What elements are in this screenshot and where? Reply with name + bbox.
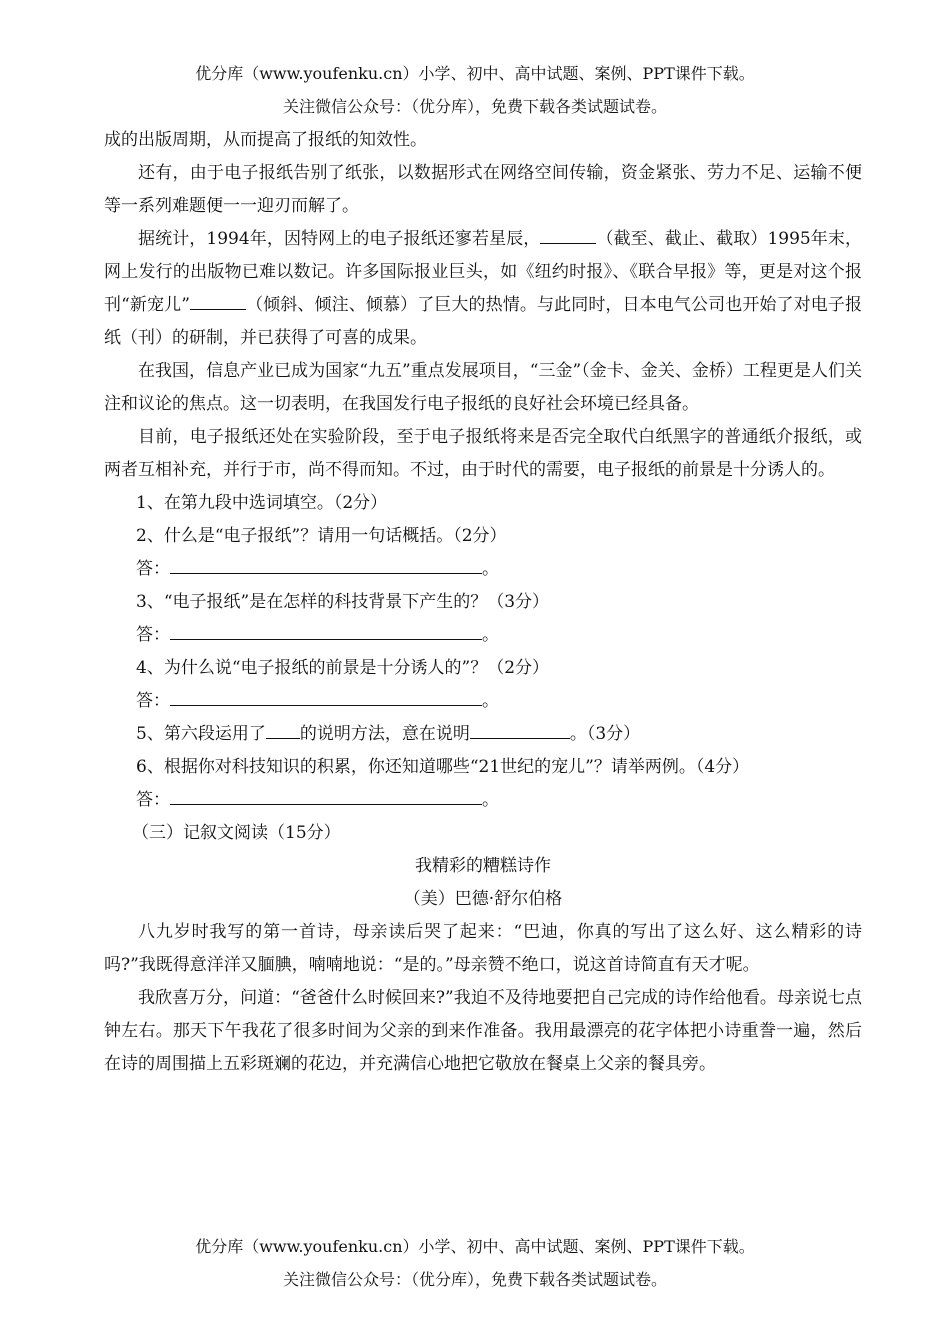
question-5 [104, 718, 862, 751]
paragraph-4: 在我国，信息产业已成为国家“九五”重点发展项目，“三金”（金卡、金关、金桥）工程更是人们关注和议论的焦点。这一切表明，在我国发行电子报纸的良好社会环境已经具备。 [104, 361, 862, 414]
paragraph-3-part-c: （倾斜、倾注、倾慕）了巨大的热情。与此同时，日本电气公司也开始了对电子报纸（刊）的研制，并已获得了可喜的成果。 [104, 295, 862, 348]
article-body [104, 124, 862, 1081]
question-5-part-c: 。（3分） [569, 724, 641, 744]
story-paragraph-1: 八九岁时我写的第一首诗，母亲读后哭了起来：“巴迪，你真的写出了这么好、这么精彩的诗吗?”我既得意洋洋又腼腆，喃喃地说：“是的。”母亲赞不绝口，说这首诗简直有天才呢。 [104, 922, 862, 975]
paragraph-2: 还有，由于电子报纸告别了纸张，以数据形式在网络空间传输，资金紧张、劳力不足、运输不便等一系列难题便一一迎刃而解了。 [104, 163, 862, 216]
header-line-1: 优分库（www.youfenku.cn）小学、初中、高中试题、案例、PPT课件下载。 [195, 64, 755, 83]
question-6: 6、根据你对科技知识的积累，你还知道哪些“21世纪的宠儿”？请举两例。（4分） [136, 757, 750, 777]
answer-end: 。 [482, 691, 499, 711]
story-title: 我精彩的糟糕诗作 [415, 856, 551, 876]
fill-blank-2[interactable] [190, 295, 246, 310]
fill-blank-q5-method[interactable] [266, 724, 300, 739]
answer-line-2 [104, 553, 862, 586]
answer-end: 。 [482, 790, 499, 810]
paragraph-3 [104, 223, 862, 355]
question-4: 4、为什么说“电子报纸的前景是十分诱人的”？（2分） [136, 658, 550, 678]
answer-blank-2[interactable] [170, 559, 482, 574]
answer-blank-4[interactable] [170, 691, 482, 706]
footer-line-2: 关注微信公众号：（优分库），免费下载各类试题试卷。 [282, 1270, 667, 1289]
question-2: 2、什么是“电子报纸”？请用一句话概括。（2分） [136, 526, 507, 546]
footer-line-1: 优分库（www.youfenku.cn）小学、初中、高中试题、案例、PPT课件下载。 [195, 1237, 755, 1256]
question-3: 3、“电子报纸”是在怎样的科技背景下产生的？（3分） [136, 592, 550, 612]
answer-blank-3[interactable] [170, 625, 482, 640]
answer-label: 答： [136, 559, 170, 579]
fill-blank-1[interactable] [540, 229, 596, 244]
question-1: 1、在第九段中选词填空。（2分） [136, 493, 388, 513]
answer-line-4 [104, 685, 862, 718]
answer-end: 。 [482, 625, 499, 645]
story-paragraph-2: 我欣喜万分，问道：“爸爸什么时候回来?”我迫不及待地要把自己完成的诗作给他看。母亲说七点钟左右。那天下午我花了很多时间为父亲的到来作准备。我用最漂亮的花字体把小诗重誊一遍，然后在诗的周围描上五彩斑斓的花边，并充满信心地把它敬放在餐桌上父亲的餐具旁。 [104, 988, 862, 1074]
fill-blank-q5-purpose[interactable] [470, 724, 570, 739]
answer-line-3 [104, 619, 862, 652]
paragraph-3-part-b: （截至、截止、截取）1995年末，网上发行的出版物已难以数记。许多国际报业巨头，如《纽约时报》、《联合早报》等，更是对这个报刊“新宠儿” [104, 229, 863, 315]
answer-blank-6[interactable] [170, 790, 482, 805]
answer-label: 答： [136, 691, 170, 711]
question-5-part-a: 5、第六段运用了 [136, 724, 266, 744]
header-line-2: 关注微信公众号：（优分库），免费下载各类试题试卷。 [282, 97, 667, 116]
paragraph-3-part-a: 据统计，1994年，因特网上的电子报纸还寥若星辰， [138, 229, 541, 249]
paragraph-5: 目前，电子报纸还处在实验阶段，至于电子报纸将来是否完全取代白纸黑字的普通纸介报纸，或两者互相补充，并行于市，尚不得而知。不过，由于时代的需要，电子报纸的前景是十分诱人的。 [104, 427, 862, 480]
answer-label: 答： [136, 790, 170, 810]
answer-line-6 [104, 784, 862, 817]
paragraph-1: 成的出版周期，从而提高了报纸的知效性。 [104, 130, 427, 150]
story-author: （美）巴德·舒尔伯格 [403, 889, 563, 909]
question-5-part-b: 的说明方法，意在说明 [299, 724, 470, 744]
answer-end: 。 [482, 559, 499, 579]
section-3-heading: （三）记叙文阅读（15分） [132, 823, 341, 843]
answer-label: 答： [136, 625, 170, 645]
